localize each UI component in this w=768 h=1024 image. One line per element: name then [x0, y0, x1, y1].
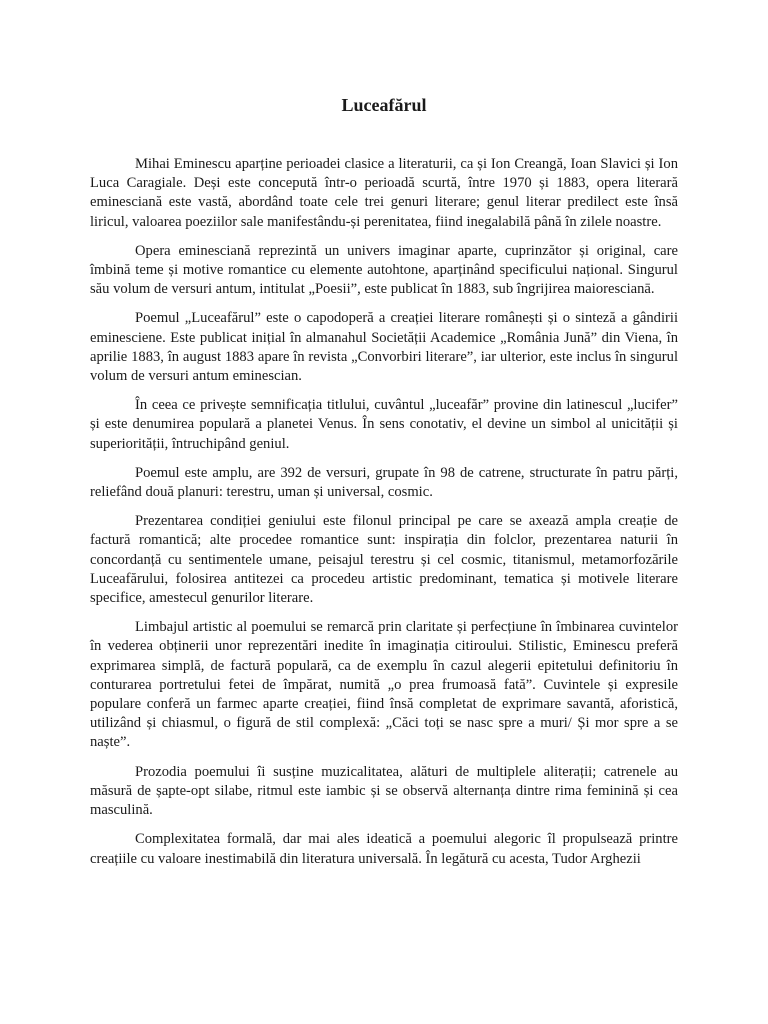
paragraph: Poemul este amplu, are 392 de versuri, grupate în 98 de catrene, structurate în patru părți, reliefând două planuri: terestru, uman și universal, cosmic. [90, 464, 678, 501]
paragraph: Opera eminesciană reprezintă un univers imaginar aparte, cuprinzător și original, care îmbină teme și motive romantice cu elemente autohtone, aparținând specificului național. Singurul său volum de versuri antum, intitulat „Poesii”, este publicat în 1883, sub îngrijirea maiorescianā. [90, 242, 678, 298]
paragraph: Limbajul artistic al poemului se remarcă prin claritate și perfecțiune în îmbinarea cuvintelor în vederea obținerii unor reprezentări inedite în imaginația citiroului. Stilistic, Eminescu preferă exprimarea simplă, de factură populară, ca de exemplu în cazul alegerii epitetului definitoriu în conturarea portretului fetei de împărat, numită „o prea frumoasă fată”. Cuvintele și expresile populare conferă un farmec aparte creației, fiind însă completat de exprimare savantă, aforistică, utilizând și chiasmul, o figură de stil complexă: „Căci toți se nasc spre a muri/ Și mor spre a se naște”. [90, 619, 678, 751]
paragraph: Prozodia poemului îi susține muzicalitatea, alături de multiplele aliterații; catrenele au măsură de șapte-opt silabe, ritmul este iambic și se observă alternanța dintre rima feminină și cea masculină. [90, 763, 678, 819]
document-body [90, 155, 678, 879]
paragraph: Mihai Eminescu aparține perioadei clasice a literaturii, ca și Ion Creangă, Ioan Slavici și Ion Luca Caragiale. Deși este concepută într-o perioadă scurtă, între 1970 și 1883, opera literară eminesciană este vastă, abordând toate cele trei genuri literare; genul literar predilect este însă liricul, valoarea poeziilor sale manifestându-și perenitatea, fiind inegalabilă până în zilele noastre. [90, 156, 678, 230]
paragraph: În ceea ce privește semnificația titlului, cuvântul „luceafăr” provine din latinescul „lucifer” și este denumirea populară a planetei Venus. În sens conotativ, el devine un simbol al unicității și superiorității, întruchipând geniul. [90, 397, 678, 452]
document-title: Luceafărul [341, 95, 427, 115]
paragraph: Complexitatea formală, dar mai ales ideatică a poemului alegoric îl propulsează printre creațiile cu valoare inestimabilă din literatura universală. În legătură cu acesta, Tudor Arghezii [90, 831, 678, 867]
paragraph: Prezentarea condiției geniului este filonul principal pe care se axează ampla creație de factură romantică; alte procedee romantice sunt: inspirația din folclor, prezentarea naturii în concordanță cu sentimentele umane, peisajul terestru și cel cosmic, titanismul, metamorfozările Luceafărului, folosirea antitezei ca procedeu artistic predominant, tematica și motivele literare specifice, amestecul genurilor literare. [90, 513, 678, 607]
paragraph: Poemul „Luceafărul” este o capodoperă a creației literare românești și o sinteză a gândirii eminesciene. Este publicat inițial în almanahul Societății Academice „România Jună” din Viena, în aprilie 1883, în august 1883 apare în revista „Convorbiri literare”, iar ulterior, este inclus în singurul volum de versuri antum eminescian. [90, 310, 678, 385]
